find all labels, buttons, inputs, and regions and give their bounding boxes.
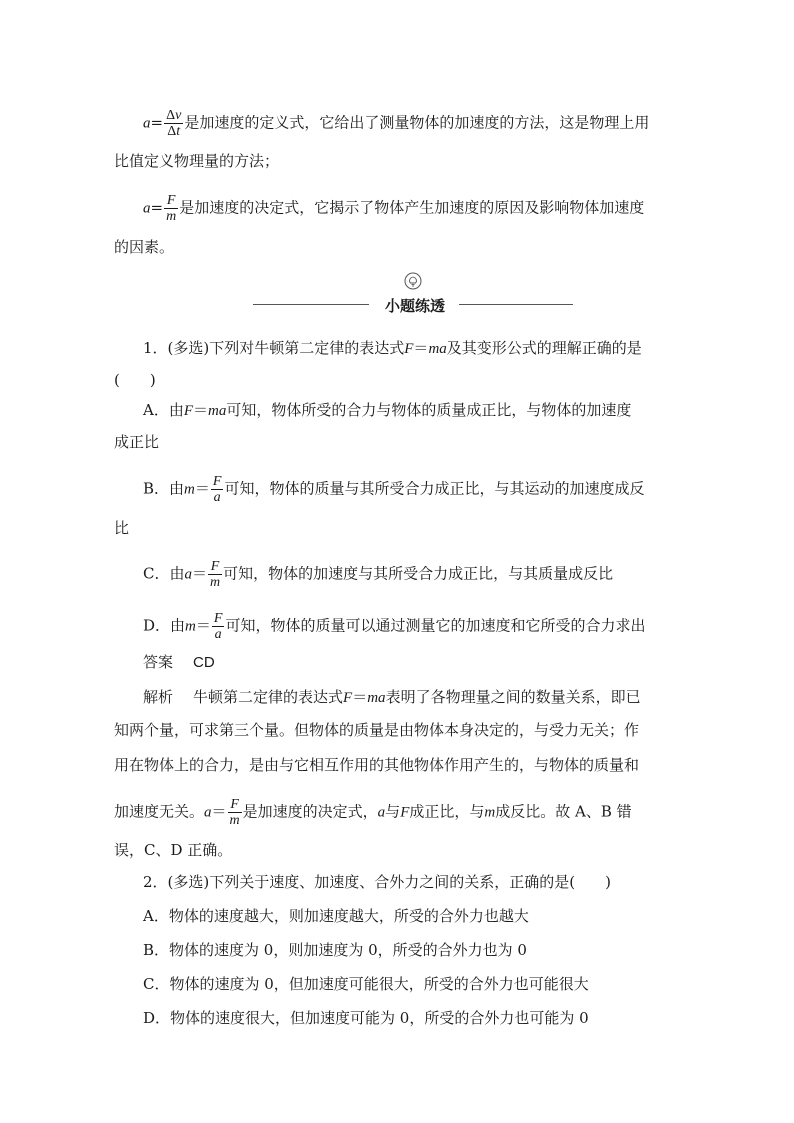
formula-eq: ＝	[194, 479, 210, 498]
q2-option-b: B．物体的速度为 0，则加速度为 0，所受的合外力也为 0	[143, 941, 527, 959]
fraction-denominator: m	[210, 575, 221, 590]
q1-option-b	[143, 474, 644, 505]
var-ma: ma	[367, 690, 386, 706]
fraction-denominator: t	[176, 124, 181, 139]
q1-analysis-line-5: 误，C、D 正确。	[114, 841, 233, 859]
fraction-f-m	[164, 193, 178, 224]
q1-analysis-line-3: 用在物体上的合力，是由与它相互作用的其他物体作用产生的，与物体的质量和	[114, 756, 640, 774]
analysis-text: 牛顿第二定律的表达式	[193, 688, 344, 706]
delta-symbol: Δ	[167, 124, 177, 139]
analysis-label: 解析	[143, 688, 174, 706]
q2-option-d: D．物体的速度很大，但加速度可能为 0，所受的合外力也可能为 0	[143, 1009, 589, 1027]
var-m: m	[484, 804, 496, 821]
analysis-text: 成反比。故 A、B 错	[495, 802, 632, 821]
q2-option-a: A．物体的速度越大，则加速度越大，所受的合外力也越大	[143, 907, 529, 925]
var-f: F	[183, 403, 194, 419]
formula-eq: ＝	[413, 339, 429, 357]
var-a: a	[204, 804, 212, 821]
formula-eq: ＝	[193, 401, 209, 419]
fraction-denominator: m	[166, 209, 177, 224]
formula-eq: ＝	[211, 802, 227, 821]
fraction-numerator: F	[228, 797, 242, 813]
fraction-denominator: a	[213, 490, 221, 505]
q1-paren: ( )	[114, 371, 156, 389]
option-text: 可知，物体的质量可以通过测量它的加速度和它所受的合力求出	[225, 616, 646, 635]
analysis-text: 成正比，与	[409, 802, 485, 821]
formula-eq: =	[150, 198, 164, 217]
option-text: 可知，物体的质量与其所受合力成正比，与其运动的加速度成反	[224, 479, 645, 498]
analysis-text: 与	[385, 802, 401, 821]
option-prefix: C．由	[143, 564, 185, 583]
delta-symbol: Δ	[166, 108, 176, 123]
fraction-numerator: F	[208, 559, 222, 575]
option-prefix: B．由	[143, 479, 185, 498]
var-a: a	[184, 566, 192, 583]
analysis-text: 表明了各物理量之间的数量关系，即已	[385, 688, 641, 706]
intro-line-4: 的因素。	[114, 238, 175, 256]
option-prefix: D．由	[143, 616, 186, 635]
fraction-dv-dt	[164, 108, 183, 139]
var-m: m	[185, 618, 196, 635]
fraction-f-m	[208, 559, 222, 590]
option-text: 可知，物体的加速度与其所受合力成正比，与其质量成反比	[223, 564, 614, 583]
formula-lhs: a	[143, 200, 151, 217]
intro-text: 是加速度的决定式，它揭示了物体产生加速度的原因及影响物体加速度	[179, 198, 645, 217]
var-ma: ma	[428, 341, 447, 357]
q1-answer	[143, 653, 215, 672]
q1-analysis-line-4	[114, 797, 632, 828]
q1-option-b-cont: 比	[114, 519, 130, 537]
fraction-numerator: F	[212, 474, 222, 489]
q2-option-c: C．物体的速度为 0，但加速度可能很大，所受的合外力也可能很大	[143, 975, 589, 993]
var-f: F	[400, 804, 410, 821]
var-a: a	[377, 804, 386, 821]
section-title-text: 小题练透	[384, 297, 445, 315]
q1-option-a-cont: 成正比	[114, 433, 160, 451]
q2-stem: 2．(多选)下列关于速度、加速度、合外力之间的关系，正确的是( )	[143, 873, 611, 891]
q1-option-a	[143, 401, 631, 420]
fraction-denominator: a	[214, 627, 222, 642]
intro-line-1	[143, 108, 649, 139]
formula-eq: ＝	[191, 564, 207, 583]
title-rule-right	[459, 304, 573, 305]
answer-label: 答案	[143, 653, 174, 671]
fraction-f-a	[212, 611, 225, 642]
section-title	[253, 271, 573, 317]
title-rule-left	[253, 304, 369, 305]
formula-eq: ＝	[195, 616, 211, 635]
fraction-f-a	[211, 474, 224, 505]
var-f: F	[343, 690, 353, 706]
option-prefix: A．由	[143, 401, 184, 419]
q1-analysis-line-2: 知两个量，可求第三个量。但物体的质量是由物体本身决定的，与受力无关；作	[114, 721, 640, 739]
q1-stem-text: 1．(多选)下列对牛顿第二定律的表达式	[143, 339, 405, 357]
q1-option-c	[143, 559, 613, 590]
analysis-text: 是加速度的决定式，	[242, 802, 378, 821]
formula-eq: ＝	[352, 688, 368, 706]
fraction-denominator: m	[229, 813, 240, 828]
intro-text: 是加速度的定义式，它给出了测量物体的加速度的方法，这是物理上用	[184, 113, 650, 132]
formula-lhs: a	[143, 115, 151, 132]
q1-stem	[143, 339, 642, 358]
q1-analysis-line-1	[143, 688, 641, 707]
q1-stem-text: 及其变形公式的理解正确的是	[446, 339, 642, 357]
option-text: 可知，物体所受的合力与物体的质量成正比，与物体的加速度	[226, 401, 632, 419]
q1-option-d	[143, 611, 645, 642]
fraction-numerator: F	[164, 193, 178, 209]
answer-value: CD	[193, 654, 215, 671]
intro-line-3	[143, 193, 644, 224]
lightbulb-icon	[403, 271, 423, 291]
fraction-f-m	[228, 797, 242, 828]
intro-line-2: 比值定义物理量的方法；	[114, 152, 280, 170]
formula-eq: =	[150, 113, 164, 132]
var-f: F	[404, 341, 414, 357]
fraction-numerator: v	[175, 108, 182, 123]
var-ma: ma	[208, 403, 227, 419]
var-m: m	[184, 481, 195, 498]
fraction-numerator: F	[213, 611, 223, 626]
analysis-text: 加速度无关。	[114, 802, 205, 821]
